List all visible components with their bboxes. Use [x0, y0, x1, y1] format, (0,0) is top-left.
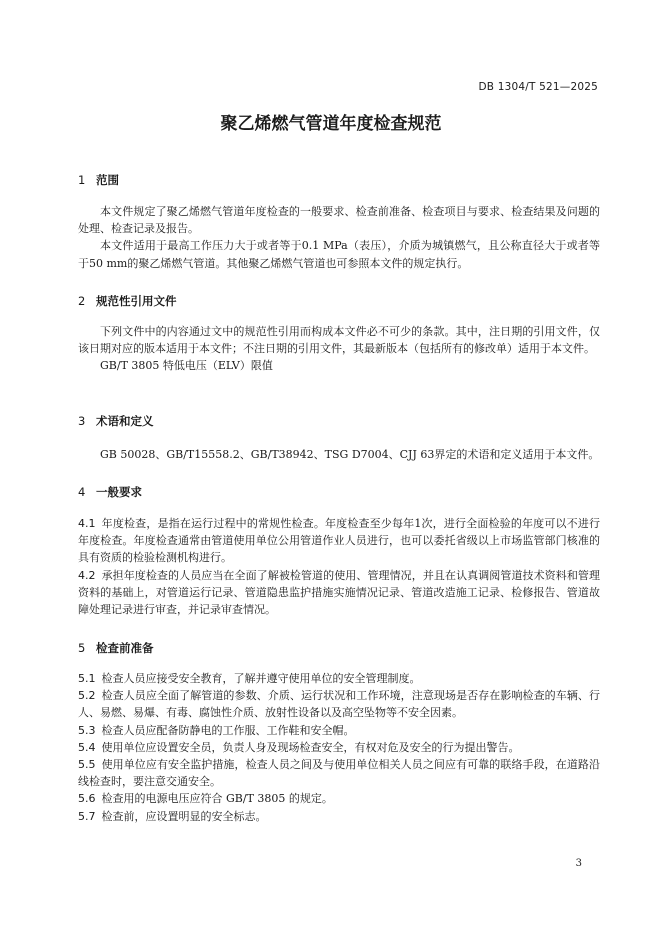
clause-number: 5.1 — [78, 672, 96, 685]
section-number: 2 — [78, 294, 86, 308]
section-title: 范围 — [96, 173, 119, 187]
clause-5-3 — [78, 722, 600, 739]
clause-number: 4.1 — [78, 517, 96, 530]
section-2-heading — [78, 293, 600, 309]
clause-text: 承担年度检查的人员应当在全面了解被检管道的使用、管理情况，并且在认真调阅管道技术资料和管理资料的基础上，对管道运行记录、管道隐患监护措施实施情况记录、管道改造施工记录、检修报告、管道故障处理记录进行审查，并记录审查情况。 — [78, 568, 600, 617]
section-3-body — [78, 446, 600, 463]
clause-number: 4.2 — [78, 568, 96, 582]
clause-number: 5.4 — [78, 740, 96, 754]
clause-text: 检查前，应设置明显的安全标志。 — [101, 809, 267, 823]
section-5-body — [78, 670, 600, 825]
section-2-body — [78, 323, 600, 375]
section-4-heading — [78, 484, 600, 500]
clause-number: 5.2 — [78, 689, 96, 703]
clause-text: 检查用的电源电压应符合 GB/T 3805 的规定。 — [101, 792, 333, 806]
paragraph: 下列文件中的内容通过文中的规范性引用而构成本文件必不可少的条款。其中，注日期的引用文件，仅该日期对应的版本适用于本文件；不注日期的引用文件，其最新版本（包括所有的修改单）适用于本文件。 — [78, 325, 600, 356]
clause-text: 检查人员应接受安全教育，了解并遵守使用单位的安全管理制度。 — [101, 672, 421, 685]
paragraph: GB 50028、GB/T15558.2、GB/T38942、TSG D7004、CJJ 63界定的术语和定义适用于本文件。 — [100, 448, 600, 461]
document-code: DB 1304/T 521—2025 — [478, 81, 598, 93]
section-number: 4 — [78, 485, 86, 499]
clause-4-2 — [78, 567, 600, 619]
clause-number: 5.6 — [78, 792, 96, 806]
section-number: 1 — [78, 173, 86, 187]
section-5-heading — [78, 640, 600, 656]
clause-5-7 — [78, 808, 600, 825]
section-title: 一般要求 — [96, 485, 142, 499]
clause-5-5 — [78, 756, 600, 790]
section-title: 规范性引用文件 — [96, 294, 177, 308]
clause-5-1 — [78, 670, 600, 687]
clause-4-1 — [78, 515, 600, 567]
clause-text: 检查人员应配备防静电的工作服、工作鞋和安全帽。 — [101, 723, 355, 737]
paragraph: 本文件适用于最高工作压力大于或者等于0.1 MPa（表压），介质为城镇燃气，且公称直径大于或者等于50 mm的聚乙烯燃气管道。其他聚乙烯燃气管道也可参照本文件的规定执行。 — [78, 239, 600, 270]
clause-number: 5.5 — [78, 758, 96, 772]
section-number: 5 — [78, 641, 86, 655]
section-4-body — [78, 515, 600, 618]
section-3-heading — [78, 413, 600, 429]
section-1-body — [78, 203, 600, 272]
clause-5-4 — [78, 739, 600, 756]
clause-number: 5.3 — [78, 723, 96, 737]
clause-5-6 — [78, 790, 600, 807]
section-number: 3 — [78, 414, 86, 428]
clause-number: 5.7 — [78, 809, 96, 823]
document-title: 聚乙烯燃气管道年度检查规范 — [220, 114, 442, 134]
section-title: 检查前准备 — [96, 641, 154, 655]
paragraph: 本文件规定了聚乙烯燃气管道年度检查的一般要求、检查前准备、检查项目与要求、检查结果及问题的处理、检查记录及报告。 — [78, 205, 600, 236]
clause-text: 年度检查，是指在运行过程中的常规性检查。年度检查至少每年1次，进行全面检验的年度可以不进行年度检查。年度检查通常由管道使用单位公用管道作业人员进行，也可以委托省级以上市场监管部门核准的具有资质的检验检测机构进行。 — [78, 517, 600, 565]
clause-text: 检查人员应全面了解管道的参数、介质、运行状况和工作环境，注意现场是否存在影响检查的车辆、行人、易燃、易爆、有毒、腐蚀性介质、放射性设备以及高空坠物等不安全因素。 — [78, 689, 600, 720]
clause-text: 使用单位应有安全监护措施，检查人员之间及与使用单位相关人员之间应有可靠的联络手段，在道路沿线检查时，要注意交通安全。 — [78, 758, 600, 789]
page-number: 3 — [575, 858, 582, 869]
section-title: 术语和定义 — [96, 414, 154, 428]
normative-reference: GB/T 3805 特低电压（ELV）限值 — [100, 359, 273, 373]
clause-text: 使用单位应设置安全员，负责人身及现场检查安全，有权对危及安全的行为提出警告。 — [101, 740, 520, 754]
clause-5-2 — [78, 687, 600, 721]
section-1-heading — [78, 172, 600, 188]
